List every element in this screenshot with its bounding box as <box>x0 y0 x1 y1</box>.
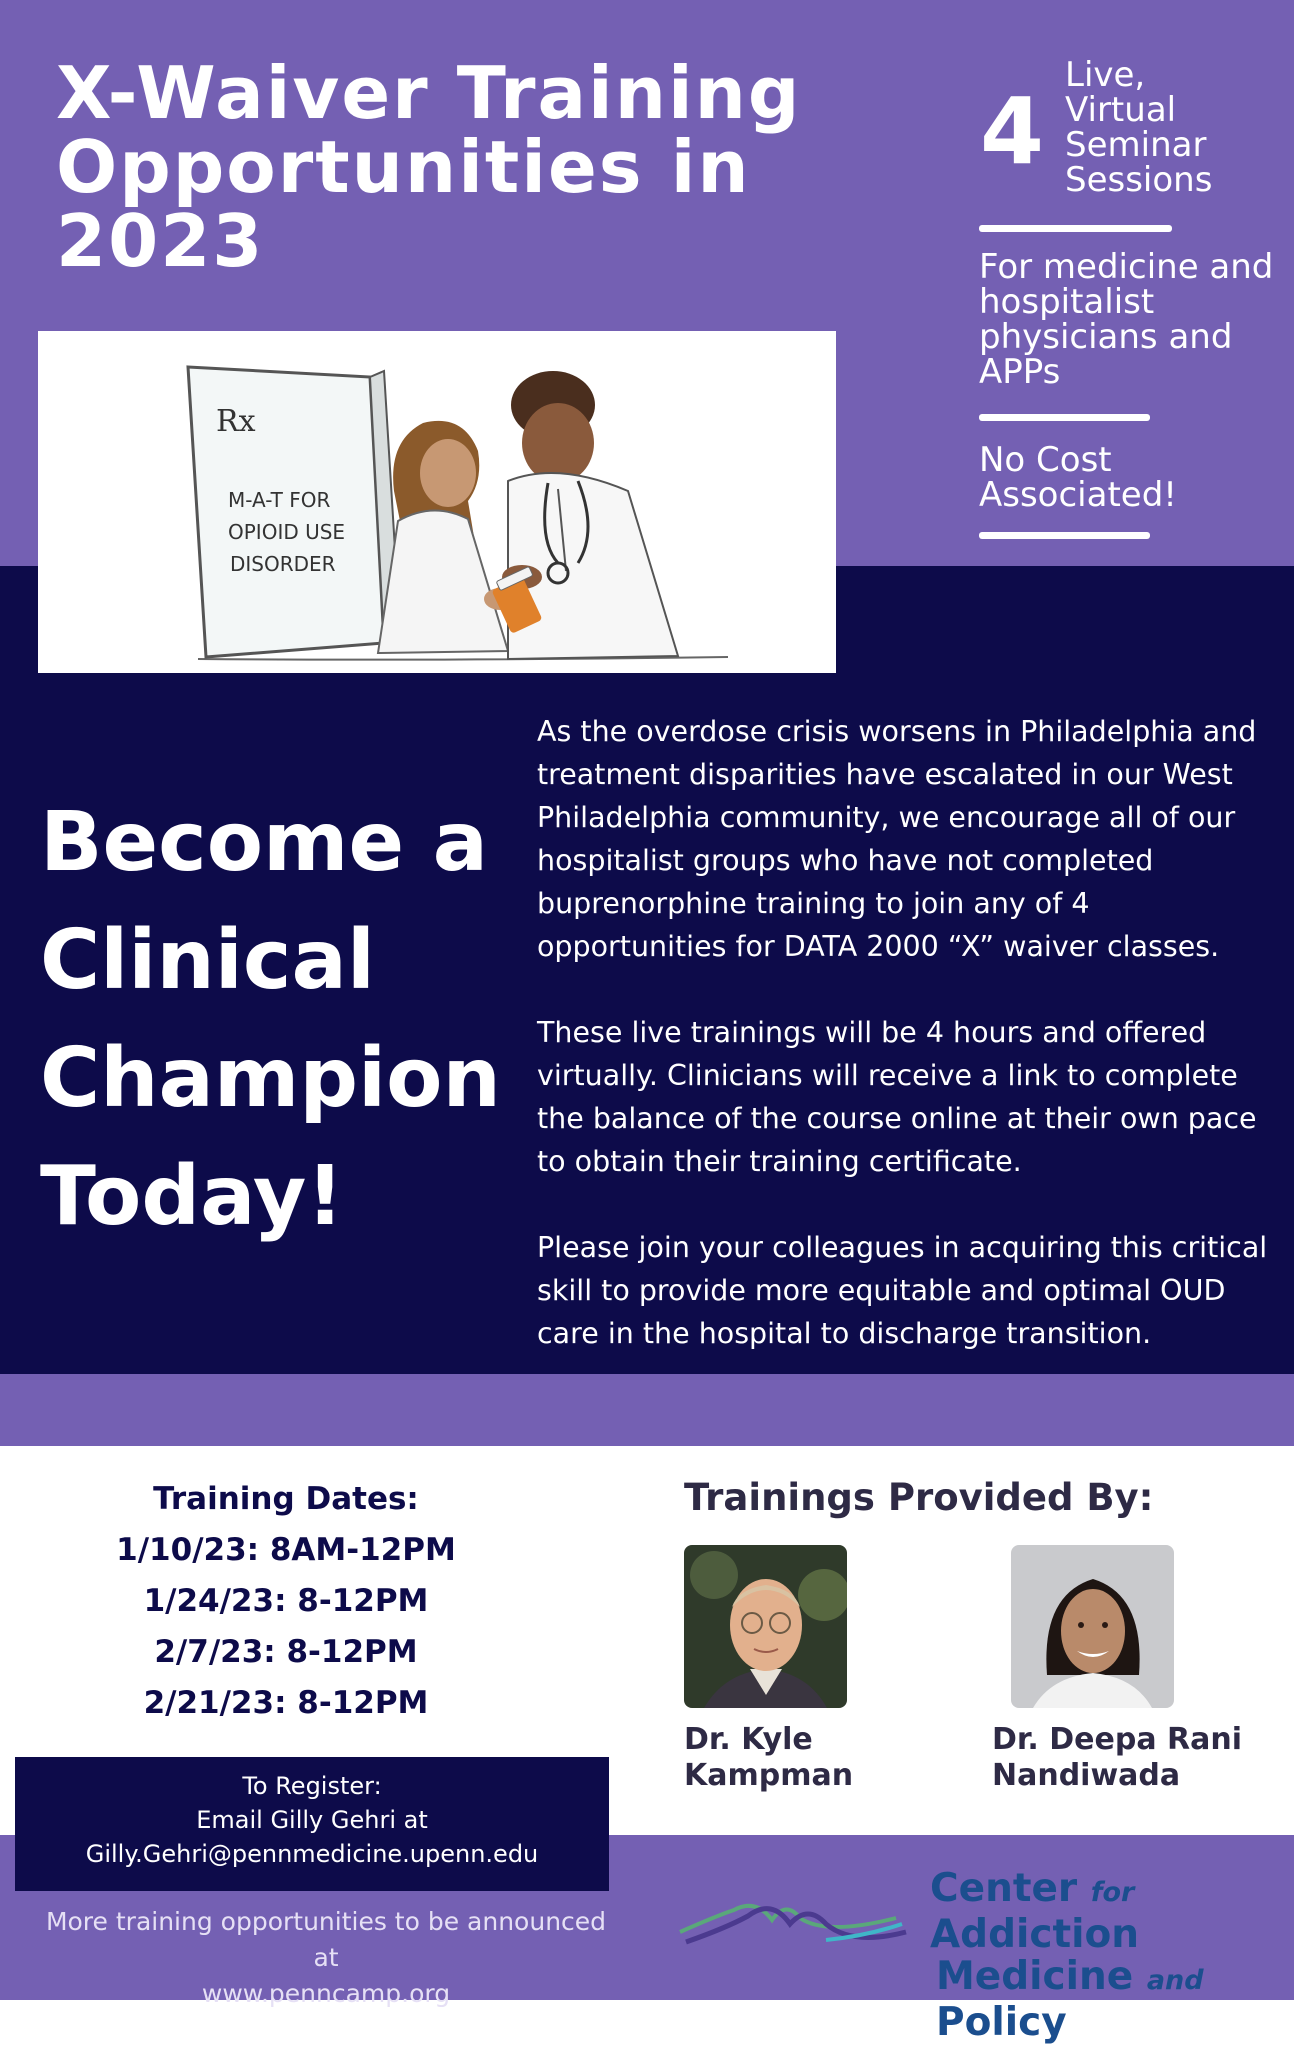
training-dates-heading: Training Dates: <box>153 1481 419 1517</box>
title-line: X-Waiver Training <box>56 51 802 135</box>
title-line: Opportunities in <box>56 125 751 209</box>
camp-logo-text <box>930 1868 1294 2044</box>
divider-rule <box>979 532 1150 539</box>
session-line: Virtual <box>1065 90 1177 130</box>
session-line: Live, <box>1065 55 1146 95</box>
provider-photo-kampman <box>684 1545 847 1708</box>
rx-label: Rx <box>216 404 256 439</box>
logo-word: Addiction <box>930 1912 1140 1957</box>
audience-line: APPs <box>979 352 1061 392</box>
logo-word: Center <box>930 1866 1078 1911</box>
register-line: Email Gilly Gehri at <box>196 1806 428 1834</box>
champion-line: Today! <box>40 1149 344 1244</box>
session-line: Sessions <box>1065 160 1213 200</box>
provider-name-line: Dr. Deepa Rani <box>992 1722 1243 1757</box>
providers-heading: Trainings Provided By: <box>684 1476 1154 1519</box>
portrait-svg <box>1011 1545 1174 1708</box>
provider-name-nandiwada <box>992 1722 1242 1794</box>
body-paragraph: As the overdose crisis worsens in Philadelphia and treatment disparities have escalated in our West Philadelphia community, we encourage all of our hospitalist groups who have not completed buprenorphine training to join any of 4 opportunities for DATA 2000 “X” waiver classes. <box>537 715 1257 963</box>
logo-line <box>930 1956 1294 2044</box>
more-opportunities <box>30 1904 622 2012</box>
provider-name-line: Dr. Kyle <box>684 1722 813 1757</box>
mat-illustration <box>38 331 836 673</box>
champion-line: Clinical <box>40 913 375 1008</box>
illustration-svg <box>38 331 836 673</box>
camp-logo-mountains-icon <box>676 1880 912 1960</box>
sign-line: DISORDER <box>230 552 336 576</box>
champion-line: Become a <box>40 795 488 890</box>
cost-text <box>979 440 1177 515</box>
logo-word: Policy <box>936 2000 1067 2045</box>
logo-word: Medicine <box>936 1954 1134 1999</box>
provider-name-line: Kampman <box>684 1758 854 1793</box>
body-text <box>537 710 1277 1398</box>
cost-line: No Cost <box>979 440 1112 480</box>
session-count: 4 <box>980 78 1045 185</box>
champion-heading <box>40 784 500 1256</box>
website-link[interactable]: www.penncamp.org <box>201 1979 451 2008</box>
provider-photo-nandiwada <box>1011 1545 1174 1708</box>
champion-line: Champion <box>40 1031 501 1126</box>
title-line: 2023 <box>56 199 265 283</box>
body-paragraph: These live trainings will be 4 hours and offered virtually. Clinicians will receive a link to complete the balance of the course online at their own pace to obtain their training certificate. <box>537 1016 1257 1178</box>
register-box <box>15 1757 609 1891</box>
provider-name-line: Nandiwada <box>992 1758 1181 1793</box>
sign-line: M-A-T FOR <box>228 488 331 512</box>
training-dates <box>90 1474 482 1729</box>
training-date: 1/10/23: 8AM-12PM <box>116 1532 456 1568</box>
training-date: 2/21/23: 8-12PM <box>143 1685 429 1721</box>
register-line: To Register: <box>242 1772 382 1800</box>
training-date: 1/24/23: 8-12PM <box>143 1583 429 1619</box>
audience-line: For medicine and <box>979 247 1274 287</box>
provider-name-kampman <box>684 1722 853 1794</box>
cost-line: Associated! <box>979 475 1177 515</box>
register-email-link[interactable]: Gilly.Gehri@pennmedicine.upenn.edu <box>85 1840 539 1868</box>
logo-word: and <box>1146 1965 1204 1996</box>
logo-word: for <box>1090 1877 1135 1908</box>
divider-rule <box>979 414 1150 421</box>
sign-line: OPIOID USE <box>228 520 346 544</box>
audience-line: physicians and <box>979 317 1233 357</box>
portrait-svg <box>684 1545 847 1708</box>
training-date: 2/7/23: 8-12PM <box>154 1634 418 1670</box>
body-paragraph: Please join your colleagues in acquiring this critical skill to provide more equitable and optimal OUD care in the hospital to discharge transition. <box>537 1231 1268 1350</box>
audience-text <box>979 247 1274 392</box>
page-title <box>56 51 816 283</box>
divider-rule <box>979 225 1172 232</box>
session-line: Seminar <box>1065 125 1207 165</box>
audience-line: hospitalist <box>979 282 1155 322</box>
logo-line <box>930 1868 1294 1956</box>
more-line: More training opportunities to be announced at <box>45 1907 607 1972</box>
session-description <box>1065 55 1213 200</box>
